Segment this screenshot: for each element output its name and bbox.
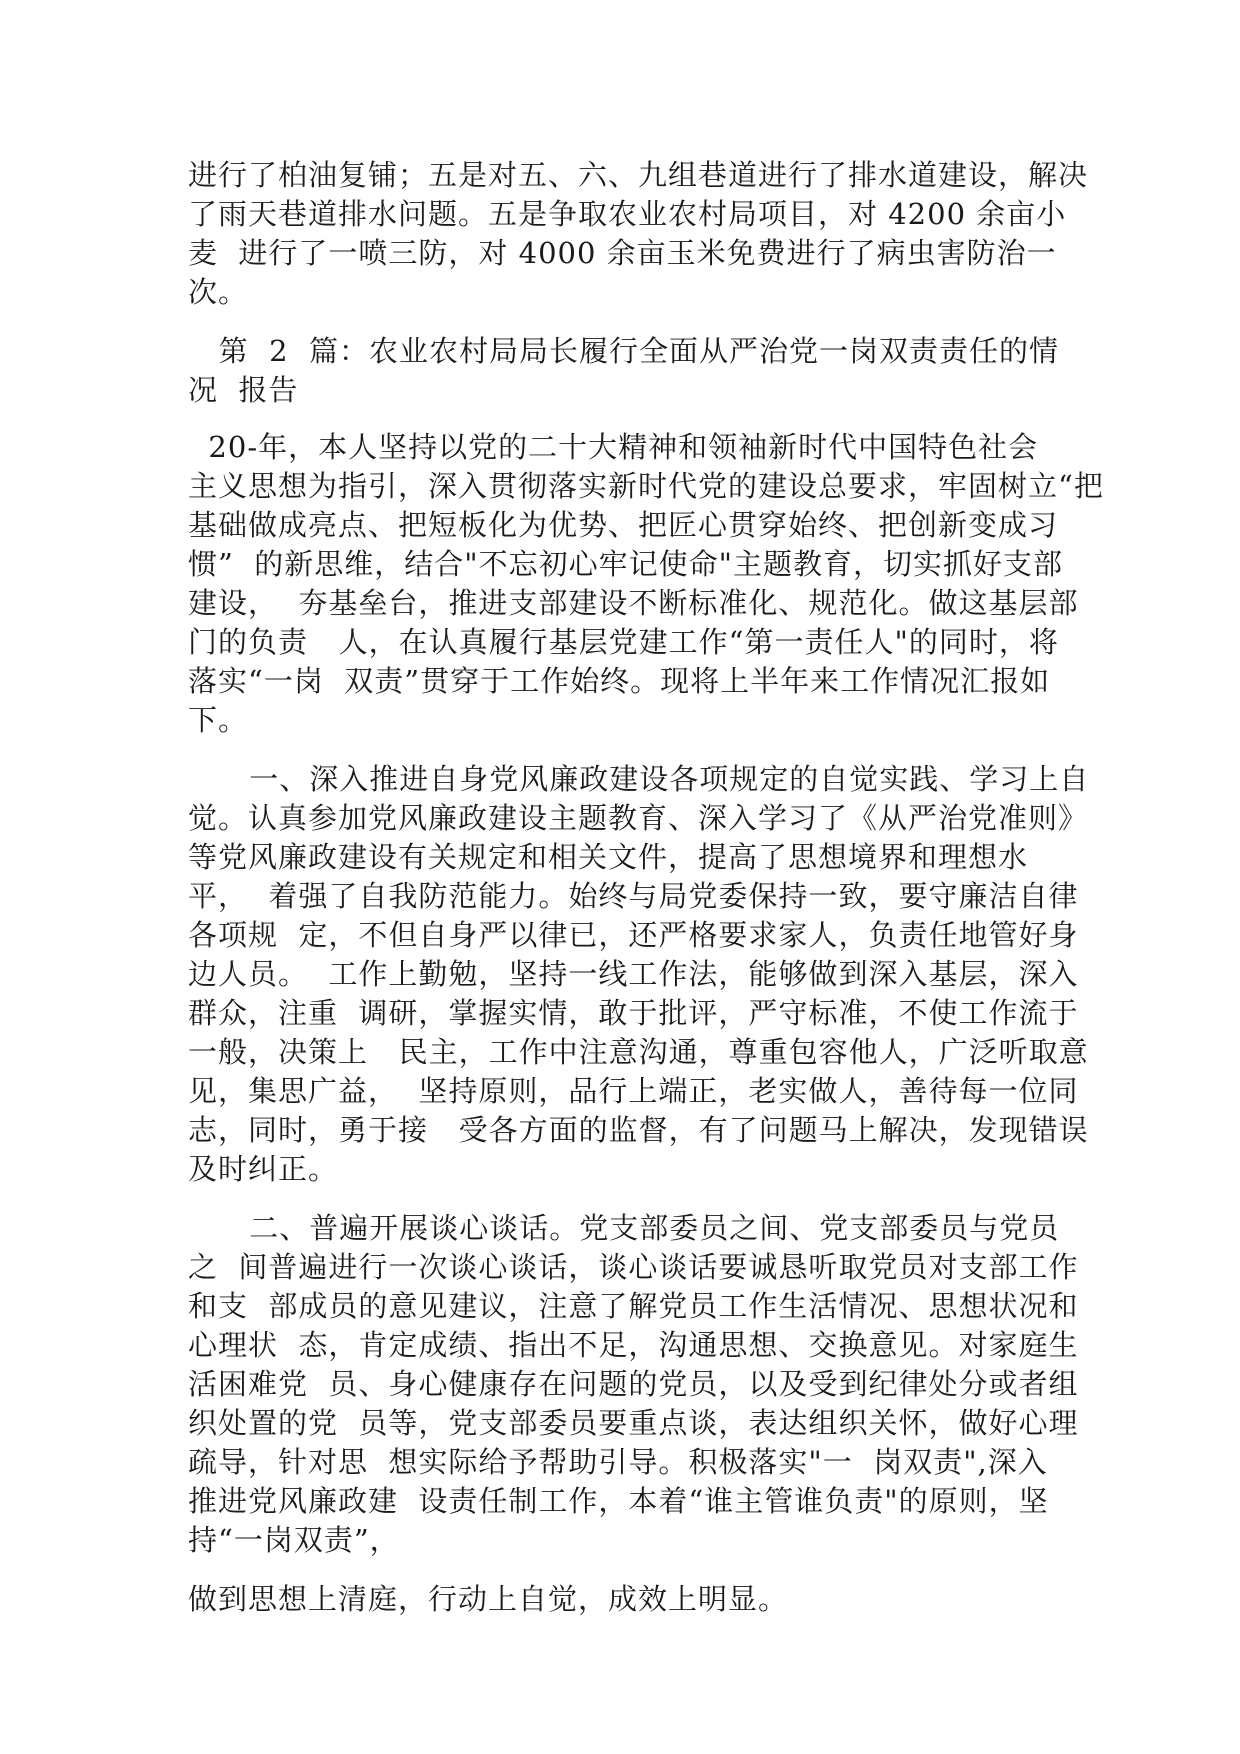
text-line: 20-年，本人坚持以党的二十大精神和领袖新时代中国特色社会 (188, 430, 1039, 464)
text-line: 群众，注重 调研，掌握实情，敢于批评，严守标准，不使工作流于 (188, 996, 1079, 1030)
text-line: 心理状 态，肯定成绩、指出不足，沟通思想、交换意见。对家庭生 (188, 1328, 1079, 1362)
text-line: 见，集思广益， 坚持原则，品行上端正，老实做人，善待每一位同 (188, 1074, 1079, 1108)
text-line: 和支 部成员的意见建议，注意了解党员工作生活情况、思想状况和 (188, 1289, 1079, 1323)
paragraph-intro (188, 428, 1104, 740)
paragraph-closing (188, 1580, 1068, 1619)
text-line: 下。 (188, 703, 249, 737)
text-line: 落实“一岗 双责”贯穿于工作始终。现将上半年来工作情况汇报如 (188, 664, 1051, 698)
title-line: 况 报告 (188, 373, 299, 407)
text-line: 一、深入推进自身党风廉政建设各项规定的自觉实践、学习上自 (188, 762, 1090, 796)
text-line: 惯” 的新思维，结合"不忘初心牢记使命"主题教育，切实抓好支部 (188, 547, 1063, 581)
text-line: 各项规 定，不但自身严以律已，还严格要求家人，负责任地管好身 (188, 918, 1079, 952)
text-line: 门的负责 人，在认真履行基层党建工作“第一责任人"的同时，将 (188, 625, 1059, 659)
text-line: 次。 (188, 275, 249, 309)
text-line: 织处置的党 员等，党支部委员要重点谈，表达组织关怀，做好心理 (188, 1406, 1079, 1440)
text-line: 活困难党 员、身心健康存在问题的党员，以及受到纪律处分或者组 (188, 1367, 1079, 1401)
text-line: 基础做成亮点、把短板化为优势、把匠心贯穿始终、把创新变成习 (188, 508, 1059, 542)
text-line: 觉。认真参加党风廉政建设主题教育、深入学习了《从严治党准则》 (188, 801, 1089, 835)
text-line: 等党风廉政建设有关规定和相关文件，提高了思想境界和理想水 (188, 840, 1029, 874)
text-line: 及时纠正。 (188, 1152, 339, 1186)
text-line: 之 间普遍进行一次谈心谈话，谈心谈话要诚恳听取党员对支部工作 (188, 1250, 1079, 1284)
document-body (188, 156, 1104, 1619)
text-line: 了雨天巷道排水问题。五是争取农业农村局项目，对 4200 余亩小 (188, 197, 1067, 231)
text-line: 持“一岗双责”， (188, 1523, 400, 1557)
text-line: 进行了柏油复铺；五是对五、六、九组巷道进行了排水道建设，解决 (188, 158, 1089, 192)
text-line: 做到思想上清庭，行动上自觉，成效上明显。 (188, 1582, 789, 1616)
text-line: 主义思想为指引，深入贯彻落实新时代党的建设总要求，牢固树立“把 (188, 469, 1104, 503)
text-line: 麦 进行了一喷三防，对 4000 余亩玉米免费进行了病虫害防治一 (188, 236, 1057, 270)
text-line: 疏导，针对思 想实际给予帮助引导。积极落实"一 岗双责",深入 (188, 1445, 1048, 1479)
section-title (188, 332, 1068, 410)
text-line: 建设， 夯基垒台，推进支部建设不断标准化、规范化。做这基层部 (188, 586, 1079, 620)
paragraph-road-works (188, 156, 1089, 312)
text-line: 二、普遍开展谈心谈话。党支部委员之间、党支部委员与党员 (188, 1211, 1060, 1245)
title-line: 第 2 篇：农业农村局局长履行全面从严治党一岗双责责任的情 (188, 334, 1059, 368)
paragraph-section-two (188, 1209, 1079, 1560)
text-line: 推进党风廉政建 设责任制工作，本着“谁主管谁负责"的原则，坚 (188, 1484, 1049, 1518)
paragraph-section-one (188, 760, 1090, 1189)
text-line: 平， 着强了自我防范能力。始终与局党委保持一致，要守廉洁自律 (188, 879, 1079, 913)
text-line: 一般，决策上 民主，工作中注意沟通，尊重包容他人，广泛听取意 (188, 1035, 1089, 1069)
text-line: 志，同时，勇于接 受各方面的监督，有了问题马上解决，发现错误 (188, 1113, 1089, 1147)
text-line: 边人员。 工作上勤勉，坚持一线工作法，能够做到深入基层，深入 (188, 957, 1079, 991)
